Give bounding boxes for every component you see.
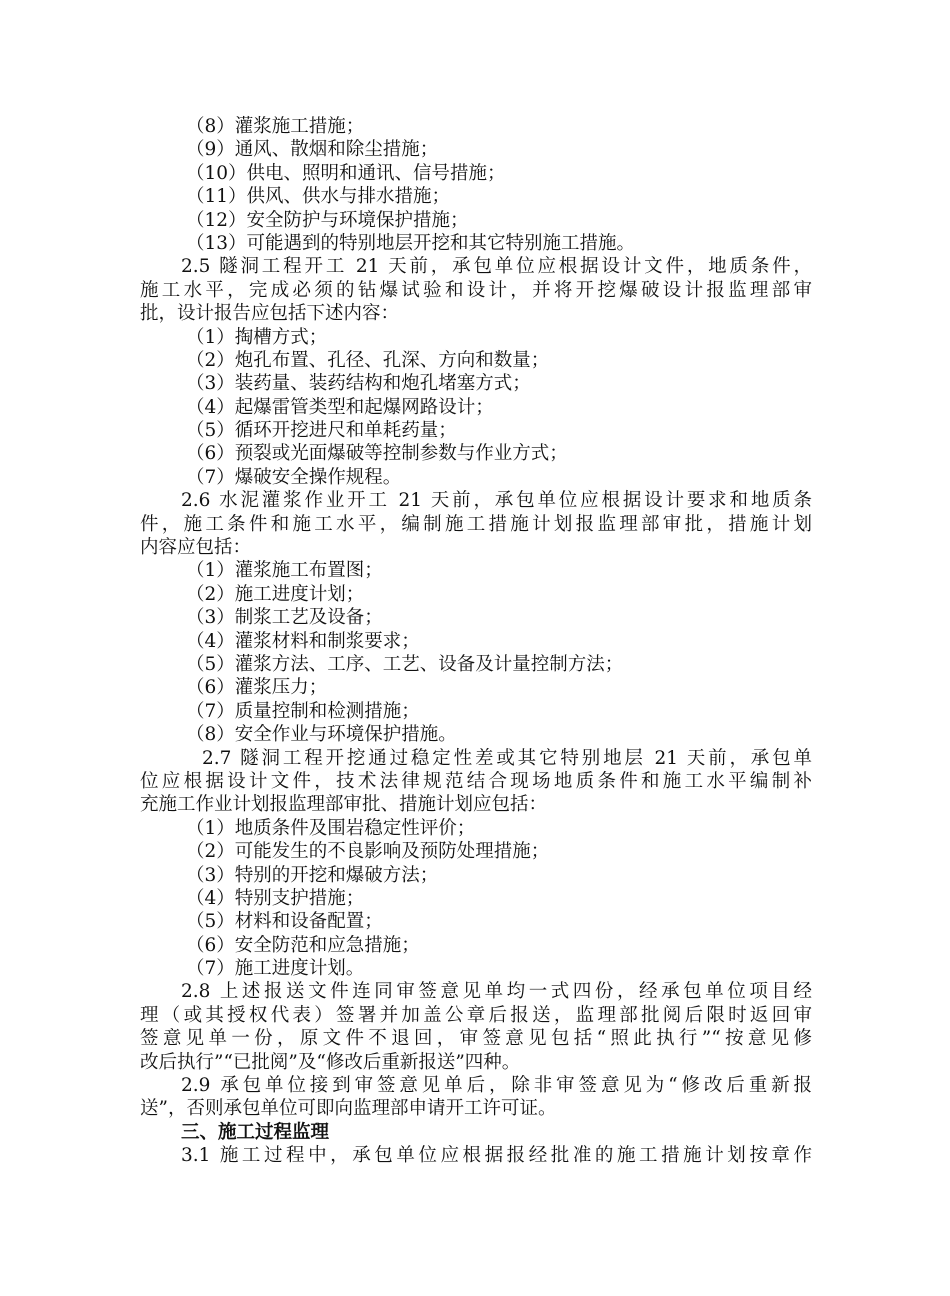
list-item: （5）材料和设备配置； [186, 911, 383, 933]
list-item: （3）制浆工艺及设备； [186, 607, 383, 629]
list-item: （7）施工进度计划。 [186, 958, 365, 980]
paragraph-2-8-line: 改后执行”“已批阅”及“修改后重新报送”四种。 [140, 1051, 521, 1073]
list-item: （1）灌浆施工布置图； [186, 560, 383, 582]
list-item: （4）起爆雷管类型和起爆网路设计； [186, 396, 494, 418]
paragraph-2-6-line: 件，施工条件和施工水平，编制施工措施计划报监理部审批，措施计划 [140, 513, 812, 535]
paragraph-2-6-line: 2.6 水泥灌浆作业开工 21 天前，承包单位应根据设计要求和地质条 [181, 490, 812, 512]
list-item: （13）可能遇到的特别地层开挖和其它特别施工措施。 [186, 232, 636, 254]
paragraph-2-5-line: 2.5 隧洞工程开工 21 天前，承包单位应根据设计文件，地质条件， [181, 256, 812, 278]
paragraph-2-7-line: 2.7 隧洞工程开挖通过稳定性差或其它特别地层 21 天前，承包单 [202, 747, 812, 769]
list-item: （6）灌浆压力； [186, 677, 328, 699]
list-item: （6）预裂或光面爆破等控制参数与作业方式； [186, 443, 568, 465]
list-item: （8）安全作业与环境保护措施。 [186, 724, 457, 746]
list-item: （7）质量控制和检测措施； [186, 700, 420, 722]
paragraph-2-9-line: 送”，否则承包单位可即向监理部申请开工许可证。 [140, 1098, 557, 1120]
list-item: （8）灌浆施工措施； [186, 116, 365, 137]
list-item: （9）通风、散烟和除尘措施； [186, 139, 439, 161]
section-heading: 三、施工过程监理 [181, 1121, 330, 1143]
list-item: （1）掏槽方式； [186, 326, 328, 348]
paragraph-2-7-line: 位应根据设计文件，技术法律规范结合现场地质条件和施工水平编制补 [140, 770, 812, 792]
document-body [140, 115, 812, 1168]
list-item: （2）可能发生的不良影响及预防处理措施； [186, 841, 550, 863]
list-item: （4）灌浆材料和制浆要求； [186, 630, 420, 652]
paragraph-2-9-line: 2.9 承包单位接到审签意见单后，除非审签意见为“修改后重新报 [181, 1075, 812, 1097]
list-item: （4）特别支护措施； [186, 887, 365, 909]
paragraph-2-5-line: 施工水平，完成必须的钻爆试验和设计，并将开挖爆破设计报监理部审 [140, 279, 812, 301]
list-item: （3）特别的开挖和爆破方法； [186, 864, 439, 886]
list-item: （5）循环开挖进尺和单耗药量； [186, 420, 457, 442]
paragraph-2-8-line: 理（或其授权代表）签署并加盖公章后报送，监理部批阅后限时返回审 [140, 1004, 812, 1026]
list-item: （1）地质条件及围岩稳定性评价； [186, 817, 476, 839]
list-item: （6）安全防范和应急措施； [186, 934, 420, 956]
list-item: （2）炮孔布置、孔径、孔深、方向和数量； [186, 349, 550, 371]
paragraph-2-8-line: 签意见单一份，原文件不退回，审签意见包括“照此执行”“按意见修 [140, 1028, 812, 1050]
list-item: （12）安全防护与环境保护措施； [186, 209, 469, 231]
list-item: （5）灌浆方法、工序、工艺、设备及计量控制方法； [186, 653, 624, 675]
list-item: （11）供风、供水与排水措施； [186, 186, 451, 208]
list-item: （7）爆破安全操作规程。 [186, 466, 402, 488]
paragraph-3-1-line: 3.1 施工过程中，承包单位应根据报经批准的施工措施计划按章作 [181, 1145, 812, 1167]
list-item: （3）装药量、装药结构和炮孔堵塞方式； [186, 373, 531, 395]
paragraph-2-7-line: 充施工作业计划报监理部审批、措施计划应包括： [140, 794, 548, 816]
paragraph-2-6-line: 内容应包括： [140, 537, 252, 559]
paragraph-2-8-line: 2.8 上述报送文件连同审签意见单均一式四份，经承包单位项目经 [181, 981, 812, 1003]
list-item: （10）供电、照明和通讯、信号措施； [186, 162, 506, 184]
list-item: （2）施工进度计划； [186, 583, 365, 605]
paragraph-2-5-line: 批，设计报告应包括下述内容： [140, 303, 400, 325]
